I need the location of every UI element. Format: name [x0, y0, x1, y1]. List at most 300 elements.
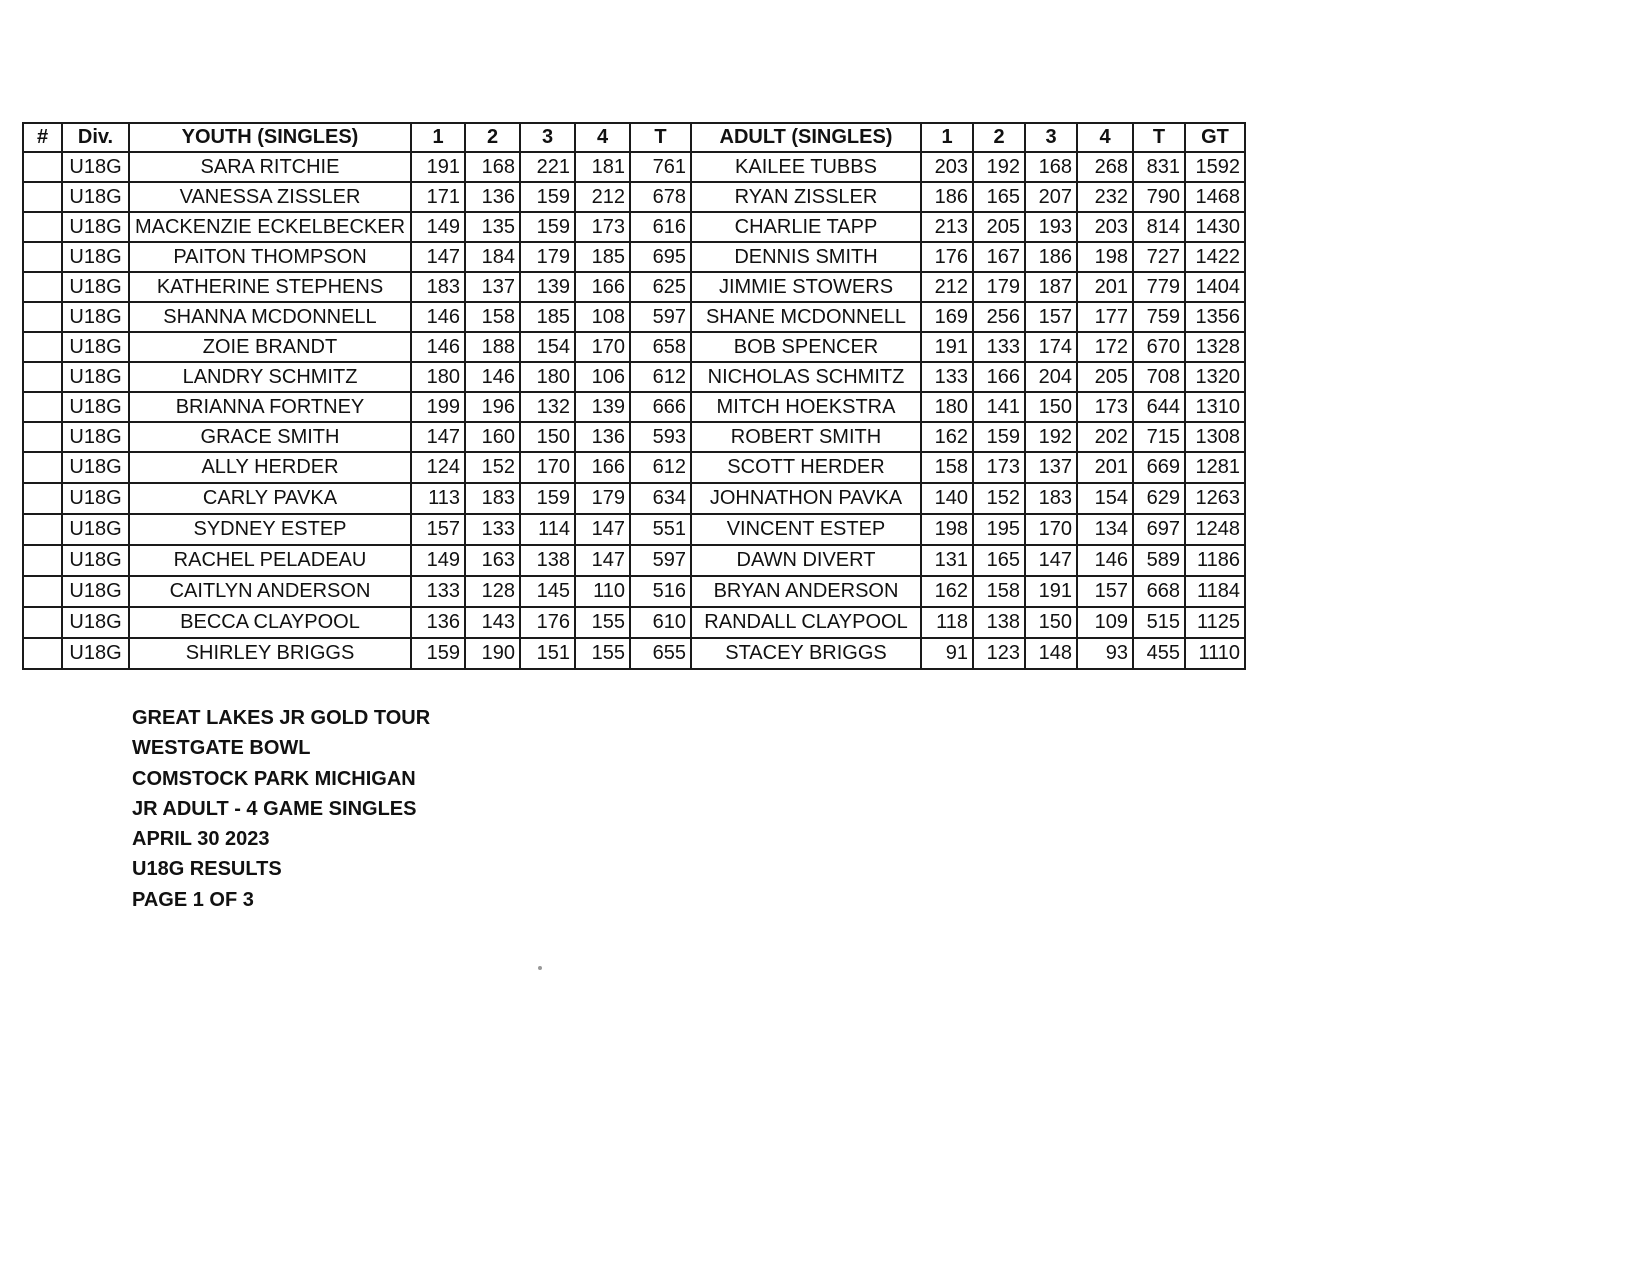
adult-game-4-cell: 93	[1077, 638, 1133, 669]
row-number-cell	[23, 576, 62, 607]
adult-game-3-cell: 186	[1025, 242, 1077, 272]
adult-game-2-cell: 173	[973, 452, 1025, 483]
youth-game-4-cell: 147	[575, 514, 630, 545]
youth-name-cell: ZOIE BRANDT	[129, 332, 411, 362]
youth-total-cell: 551	[630, 514, 691, 545]
division-cell: U18G	[62, 332, 129, 362]
adult-game-3-cell: 170	[1025, 514, 1077, 545]
youth-game-2-cell: 184	[465, 242, 520, 272]
table-row	[23, 212, 1245, 242]
adult-name-cell: DENNIS SMITH	[691, 242, 921, 272]
event-tour-name: GREAT LAKES JR GOLD TOUR	[132, 707, 431, 729]
youth-total-cell: 612	[630, 452, 691, 483]
adult-name-cell: BOB SPENCER	[691, 332, 921, 362]
adult-game-1-cell: 203	[921, 152, 973, 182]
adult-total-cell: 715	[1133, 422, 1185, 452]
youth-total-cell: 625	[630, 272, 691, 302]
youth-game-2-cell: 143	[465, 607, 520, 638]
youth-total-cell: 610	[630, 607, 691, 638]
adult-game-3-cell: 207	[1025, 182, 1077, 212]
header-row	[23, 123, 1245, 152]
grand-total-cell: 1356	[1185, 302, 1245, 332]
youth-game-1-cell: 149	[411, 212, 465, 242]
grand-total-cell: 1310	[1185, 392, 1245, 422]
adult-game-3-cell: 137	[1025, 452, 1077, 483]
youth-game-3-cell: 176	[520, 607, 575, 638]
adult-game-1-cell: 198	[921, 514, 973, 545]
adult-game-2-cell: 205	[973, 212, 1025, 242]
youth-game-3-cell: 132	[520, 392, 575, 422]
grand-total-cell: 1468	[1185, 182, 1245, 212]
adult-game-1-cell: 118	[921, 607, 973, 638]
youth-game-1-cell: 147	[411, 242, 465, 272]
youth-game-1-cell: 124	[411, 452, 465, 483]
adult-game-1-cell: 162	[921, 422, 973, 452]
table-row	[23, 422, 1245, 452]
youth-game-4-cell: 155	[575, 638, 630, 669]
youth-name-cell: PAITON THOMPSON	[129, 242, 411, 272]
adult-game-2-cell: 138	[973, 607, 1025, 638]
youth-game-4-cell: 136	[575, 422, 630, 452]
adult-game-3-cell: 174	[1025, 332, 1077, 362]
adult-game-2-cell: 158	[973, 576, 1025, 607]
adult-game-2-cell: 179	[973, 272, 1025, 302]
adult-name-cell: RYAN ZISSLER	[691, 182, 921, 212]
adult-game-3-cell: 187	[1025, 272, 1077, 302]
adult-game-4-cell: 202	[1077, 422, 1133, 452]
youth-game-3-cell: 151	[520, 638, 575, 669]
table-row	[23, 182, 1245, 212]
adult-game-2-cell: 159	[973, 422, 1025, 452]
youth-game-4-cell: 139	[575, 392, 630, 422]
adult-game-2-cell: 256	[973, 302, 1025, 332]
event-format: JR ADULT - 4 GAME SINGLES	[132, 797, 417, 820]
grand-total-cell: 1328	[1185, 332, 1245, 362]
youth-total-cell: 655	[630, 638, 691, 669]
youth-game-2-cell: 183	[465, 483, 520, 514]
table-row	[23, 242, 1245, 272]
youth-game-3-cell: 170	[520, 452, 575, 483]
youth-game-3-cell: 159	[520, 212, 575, 242]
adult-name-cell: ROBERT SMITH	[691, 422, 921, 452]
row-number-cell	[23, 242, 62, 272]
adult-total-cell: 779	[1133, 272, 1185, 302]
grand-total-cell: 1308	[1185, 422, 1245, 452]
table-header	[23, 123, 1245, 152]
youth-total-cell: 634	[630, 483, 691, 514]
grand-total-cell: 1430	[1185, 212, 1245, 242]
youth-name-cell: LANDRY SCHMITZ	[129, 362, 411, 392]
youth-game-3-cell: 138	[520, 545, 575, 576]
adult-game-2-cell: 195	[973, 514, 1025, 545]
division-cell: U18G	[62, 242, 129, 272]
adult-name-cell: MITCH HOEKSTRA	[691, 392, 921, 422]
adult-total-cell: 629	[1133, 483, 1185, 514]
adult-name-cell: JOHNATHON PAVKA	[691, 483, 921, 514]
division-cell: U18G	[62, 576, 129, 607]
adult-game-4-cell: 157	[1077, 576, 1133, 607]
adult-game-4-cell: 232	[1077, 182, 1133, 212]
table-row	[23, 362, 1245, 392]
youth-game-4-cell: 212	[575, 182, 630, 212]
youth-game-4-cell: 181	[575, 152, 630, 182]
adult-name-cell: NICHOLAS SCHMITZ	[691, 362, 921, 392]
col-header-grand-total: GT	[1185, 123, 1245, 152]
youth-game-3-cell: 185	[520, 302, 575, 332]
adult-game-1-cell: 176	[921, 242, 973, 272]
adult-game-1-cell: 131	[921, 545, 973, 576]
youth-game-2-cell: 128	[465, 576, 520, 607]
youth-game-4-cell: 147	[575, 545, 630, 576]
youth-game-1-cell: 183	[411, 272, 465, 302]
adult-name-cell: KAILEE TUBBS	[691, 152, 921, 182]
youth-total-cell: 612	[630, 362, 691, 392]
adult-total-cell: 759	[1133, 302, 1185, 332]
row-number-cell	[23, 302, 62, 332]
youth-game-4-cell: 179	[575, 483, 630, 514]
adult-name-cell: CHARLIE TAPP	[691, 212, 921, 242]
youth-game-4-cell: 173	[575, 212, 630, 242]
youth-game-1-cell: 147	[411, 422, 465, 452]
col-header-adult-total: T	[1133, 123, 1185, 152]
youth-name-cell: BRIANNA FORTNEY	[129, 392, 411, 422]
adult-name-cell: BRYAN ANDERSON	[691, 576, 921, 607]
adult-game-4-cell: 177	[1077, 302, 1133, 332]
adult-game-1-cell: 212	[921, 272, 973, 302]
table-row	[23, 272, 1245, 302]
adult-game-1-cell: 186	[921, 182, 973, 212]
adult-total-cell: 708	[1133, 362, 1185, 392]
adult-total-cell: 790	[1133, 182, 1185, 212]
youth-game-3-cell: 154	[520, 332, 575, 362]
adult-total-cell: 589	[1133, 545, 1185, 576]
youth-name-cell: GRACE SMITH	[129, 422, 411, 452]
youth-game-3-cell: 159	[520, 483, 575, 514]
event-results-division: U18G RESULTS	[132, 858, 282, 881]
division-cell: U18G	[62, 607, 129, 638]
youth-name-cell: BECCA CLAYPOOL	[129, 607, 411, 638]
youth-total-cell: 695	[630, 242, 691, 272]
adult-game-4-cell: 198	[1077, 242, 1133, 272]
col-header-youth-game-4: 4	[575, 123, 630, 152]
row-number-cell	[23, 272, 62, 302]
grand-total-cell: 1186	[1185, 545, 1245, 576]
row-number-cell	[23, 545, 62, 576]
adult-game-3-cell: 204	[1025, 362, 1077, 392]
adult-total-cell: 727	[1133, 242, 1185, 272]
adult-name-cell: JIMMIE STOWERS	[691, 272, 921, 302]
adult-game-4-cell: 268	[1077, 152, 1133, 182]
youth-total-cell: 597	[630, 545, 691, 576]
adult-game-1-cell: 91	[921, 638, 973, 669]
youth-game-1-cell: 191	[411, 152, 465, 182]
youth-game-2-cell: 168	[465, 152, 520, 182]
youth-game-2-cell: 146	[465, 362, 520, 392]
row-number-cell	[23, 452, 62, 483]
adult-game-1-cell: 133	[921, 362, 973, 392]
youth-game-1-cell: 149	[411, 545, 465, 576]
table-row	[23, 302, 1245, 332]
grand-total-cell: 1125	[1185, 607, 1245, 638]
adult-game-1-cell: 169	[921, 302, 973, 332]
page-number: PAGE 1 OF 3	[132, 888, 254, 911]
youth-game-2-cell: 163	[465, 545, 520, 576]
youth-game-2-cell: 196	[465, 392, 520, 422]
division-cell: U18G	[62, 545, 129, 576]
youth-name-cell: VANESSA ZISSLER	[129, 182, 411, 212]
youth-game-3-cell: 159	[520, 182, 575, 212]
youth-game-1-cell: 136	[411, 607, 465, 638]
col-header-division: Div.	[62, 123, 129, 152]
adult-game-2-cell: 123	[973, 638, 1025, 669]
youth-game-3-cell: 150	[520, 422, 575, 452]
adult-game-1-cell: 140	[921, 483, 973, 514]
grand-total-cell: 1592	[1185, 152, 1245, 182]
grand-total-cell: 1184	[1185, 576, 1245, 607]
youth-game-1-cell: 146	[411, 332, 465, 362]
adult-game-2-cell: 166	[973, 362, 1025, 392]
adult-game-1-cell: 191	[921, 332, 973, 362]
event-info	[132, 703, 430, 915]
grand-total-cell: 1320	[1185, 362, 1245, 392]
col-header-youth-game-3: 3	[520, 123, 575, 152]
row-number-cell	[23, 607, 62, 638]
adult-game-3-cell: 183	[1025, 483, 1077, 514]
grand-total-cell: 1248	[1185, 514, 1245, 545]
col-header-youth: YOUTH (SINGLES)	[129, 123, 411, 152]
adult-name-cell: SHANE MCDONNELL	[691, 302, 921, 332]
adult-game-2-cell: 165	[973, 182, 1025, 212]
youth-total-cell: 666	[630, 392, 691, 422]
adult-name-cell: VINCENT ESTEP	[691, 514, 921, 545]
col-header-adult-game-3: 3	[1025, 123, 1077, 152]
row-number-cell	[23, 392, 62, 422]
grand-total-cell: 1404	[1185, 272, 1245, 302]
table-row	[23, 392, 1245, 422]
youth-game-1-cell: 133	[411, 576, 465, 607]
adult-total-cell: 670	[1133, 332, 1185, 362]
youth-game-2-cell: 158	[465, 302, 520, 332]
table-row	[23, 576, 1245, 607]
table-row	[23, 152, 1245, 182]
row-number-cell	[23, 483, 62, 514]
youth-total-cell: 678	[630, 182, 691, 212]
youth-game-1-cell: 199	[411, 392, 465, 422]
youth-game-1-cell: 159	[411, 638, 465, 669]
division-cell: U18G	[62, 422, 129, 452]
adult-game-2-cell: 152	[973, 483, 1025, 514]
youth-total-cell: 658	[630, 332, 691, 362]
youth-game-3-cell: 145	[520, 576, 575, 607]
youth-game-4-cell: 155	[575, 607, 630, 638]
row-number-cell	[23, 332, 62, 362]
youth-game-1-cell: 171	[411, 182, 465, 212]
table-row	[23, 545, 1245, 576]
adult-game-2-cell: 192	[973, 152, 1025, 182]
adult-game-4-cell: 203	[1077, 212, 1133, 242]
youth-game-4-cell: 166	[575, 272, 630, 302]
division-cell: U18G	[62, 182, 129, 212]
adult-game-1-cell: 180	[921, 392, 973, 422]
adult-game-2-cell: 165	[973, 545, 1025, 576]
youth-game-2-cell: 135	[465, 212, 520, 242]
division-cell: U18G	[62, 272, 129, 302]
adult-total-cell: 669	[1133, 452, 1185, 483]
adult-game-4-cell: 134	[1077, 514, 1133, 545]
division-cell: U18G	[62, 302, 129, 332]
col-header-youth-game-2: 2	[465, 123, 520, 152]
youth-game-3-cell: 139	[520, 272, 575, 302]
youth-game-3-cell: 114	[520, 514, 575, 545]
adult-game-2-cell: 141	[973, 392, 1025, 422]
youth-game-2-cell: 160	[465, 422, 520, 452]
adult-game-1-cell: 162	[921, 576, 973, 607]
youth-game-1-cell: 146	[411, 302, 465, 332]
adult-game-3-cell: 191	[1025, 576, 1077, 607]
adult-total-cell: 831	[1133, 152, 1185, 182]
adult-game-4-cell: 146	[1077, 545, 1133, 576]
table-row	[23, 452, 1245, 483]
youth-total-cell: 597	[630, 302, 691, 332]
youth-name-cell: RACHEL PELADEAU	[129, 545, 411, 576]
table-row	[23, 607, 1245, 638]
youth-game-2-cell: 137	[465, 272, 520, 302]
row-number-cell	[23, 212, 62, 242]
results-table	[22, 122, 1246, 670]
col-header-adult-game-1: 1	[921, 123, 973, 152]
youth-name-cell: CAITLYN ANDERSON	[129, 576, 411, 607]
row-number-cell	[23, 362, 62, 392]
adult-game-4-cell: 201	[1077, 452, 1133, 483]
col-header-number: #	[23, 123, 62, 152]
youth-game-4-cell: 110	[575, 576, 630, 607]
row-number-cell	[23, 514, 62, 545]
adult-game-1-cell: 213	[921, 212, 973, 242]
youth-game-2-cell: 190	[465, 638, 520, 669]
division-cell: U18G	[62, 514, 129, 545]
division-cell: U18G	[62, 483, 129, 514]
adult-game-4-cell: 205	[1077, 362, 1133, 392]
row-number-cell	[23, 152, 62, 182]
adult-game-3-cell: 192	[1025, 422, 1077, 452]
adult-total-cell: 515	[1133, 607, 1185, 638]
youth-game-2-cell: 152	[465, 452, 520, 483]
youth-name-cell: MACKENZIE ECKELBECKER	[129, 212, 411, 242]
youth-game-4-cell: 166	[575, 452, 630, 483]
youth-name-cell: KATHERINE STEPHENS	[129, 272, 411, 302]
adult-game-2-cell: 133	[973, 332, 1025, 362]
division-cell: U18G	[62, 152, 129, 182]
adult-game-3-cell: 148	[1025, 638, 1077, 669]
youth-name-cell: SHIRLEY BRIGGS	[129, 638, 411, 669]
row-number-cell	[23, 638, 62, 669]
col-header-adult: ADULT (SINGLES)	[691, 123, 921, 152]
adult-game-2-cell: 167	[973, 242, 1025, 272]
event-location: COMSTOCK PARK MICHIGAN	[132, 767, 416, 790]
adult-game-3-cell: 193	[1025, 212, 1077, 242]
youth-game-2-cell: 136	[465, 182, 520, 212]
youth-total-cell: 593	[630, 422, 691, 452]
table-row	[23, 638, 1245, 669]
table-body	[23, 152, 1245, 669]
youth-game-4-cell: 185	[575, 242, 630, 272]
division-cell: U18G	[62, 392, 129, 422]
youth-game-1-cell: 113	[411, 483, 465, 514]
youth-game-4-cell: 170	[575, 332, 630, 362]
scan-speck	[538, 966, 542, 970]
adult-game-4-cell: 154	[1077, 483, 1133, 514]
division-cell: U18G	[62, 452, 129, 483]
youth-total-cell: 761	[630, 152, 691, 182]
youth-game-4-cell: 106	[575, 362, 630, 392]
youth-game-1-cell: 157	[411, 514, 465, 545]
row-number-cell	[23, 182, 62, 212]
col-header-adult-game-4: 4	[1077, 123, 1133, 152]
table-row	[23, 483, 1245, 514]
youth-name-cell: SHANNA MCDONNELL	[129, 302, 411, 332]
grand-total-cell: 1281	[1185, 452, 1245, 483]
youth-game-3-cell: 221	[520, 152, 575, 182]
youth-game-1-cell: 180	[411, 362, 465, 392]
youth-game-4-cell: 108	[575, 302, 630, 332]
adult-total-cell: 644	[1133, 392, 1185, 422]
adult-game-1-cell: 158	[921, 452, 973, 483]
col-header-youth-game-1: 1	[411, 123, 465, 152]
adult-game-4-cell: 109	[1077, 607, 1133, 638]
adult-game-3-cell: 168	[1025, 152, 1077, 182]
youth-game-2-cell: 133	[465, 514, 520, 545]
adult-total-cell: 814	[1133, 212, 1185, 242]
adult-name-cell: STACEY BRIGGS	[691, 638, 921, 669]
youth-total-cell: 616	[630, 212, 691, 242]
adult-game-3-cell: 150	[1025, 607, 1077, 638]
youth-total-cell: 516	[630, 576, 691, 607]
youth-name-cell: CARLY PAVKA	[129, 483, 411, 514]
division-cell: U18G	[62, 362, 129, 392]
youth-game-3-cell: 180	[520, 362, 575, 392]
event-venue: WESTGATE BOWL	[132, 737, 311, 760]
adult-name-cell: RANDALL CLAYPOOL	[691, 607, 921, 638]
adult-name-cell: SCOTT HERDER	[691, 452, 921, 483]
adult-total-cell: 455	[1133, 638, 1185, 669]
event-date: APRIL 30 2023	[132, 828, 270, 851]
adult-total-cell: 668	[1133, 576, 1185, 607]
adult-game-4-cell: 172	[1077, 332, 1133, 362]
grand-total-cell: 1263	[1185, 483, 1245, 514]
table-row	[23, 332, 1245, 362]
grand-total-cell: 1110	[1185, 638, 1245, 669]
table-row	[23, 514, 1245, 545]
col-header-adult-game-2: 2	[973, 123, 1025, 152]
youth-game-3-cell: 179	[520, 242, 575, 272]
youth-name-cell: SARA RITCHIE	[129, 152, 411, 182]
col-header-youth-total: T	[630, 123, 691, 152]
division-cell: U18G	[62, 638, 129, 669]
youth-name-cell: ALLY HERDER	[129, 452, 411, 483]
row-number-cell	[23, 422, 62, 452]
adult-name-cell: DAWN DIVERT	[691, 545, 921, 576]
adult-game-4-cell: 201	[1077, 272, 1133, 302]
adult-game-4-cell: 173	[1077, 392, 1133, 422]
adult-game-3-cell: 157	[1025, 302, 1077, 332]
adult-game-3-cell: 147	[1025, 545, 1077, 576]
adult-total-cell: 697	[1133, 514, 1185, 545]
division-cell: U18G	[62, 212, 129, 242]
adult-game-3-cell: 150	[1025, 392, 1077, 422]
youth-game-2-cell: 188	[465, 332, 520, 362]
youth-name-cell: SYDNEY ESTEP	[129, 514, 411, 545]
grand-total-cell: 1422	[1185, 242, 1245, 272]
